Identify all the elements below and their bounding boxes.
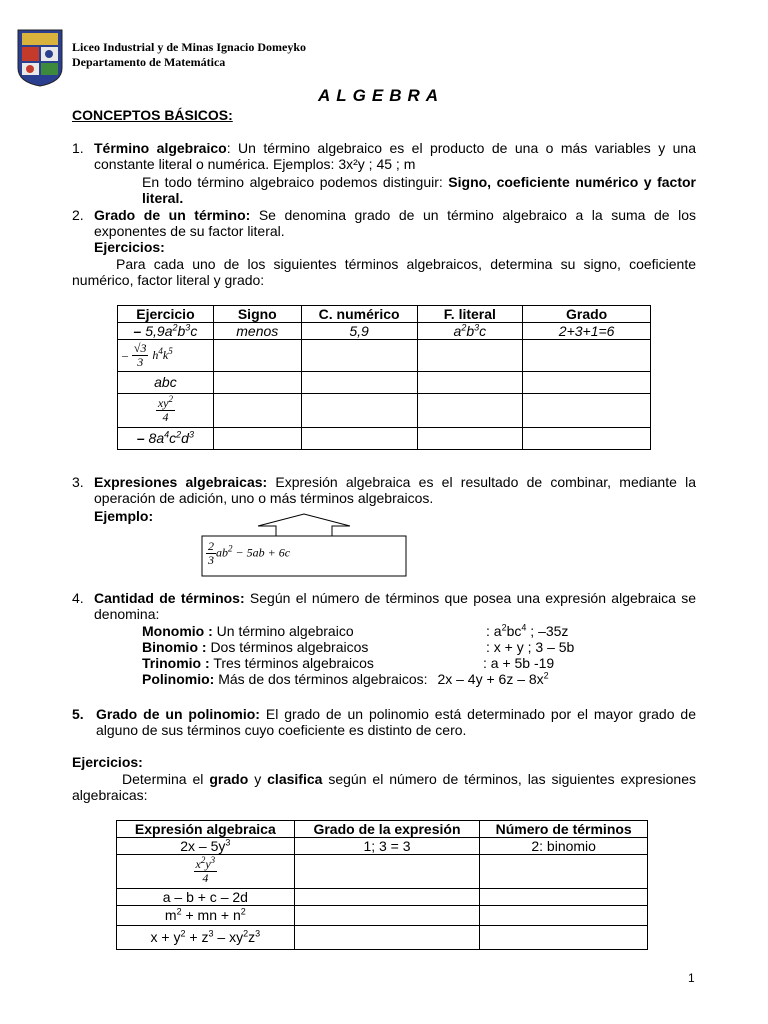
table-header: Ejercicio — [118, 306, 214, 323]
answer-cell — [480, 889, 648, 906]
answer-cell — [523, 394, 651, 428]
item-1-term: Término algebraico — [94, 140, 227, 156]
school-logo — [16, 28, 64, 88]
answer-cell — [480, 926, 648, 950]
table-row — [117, 838, 648, 855]
item-4 — [72, 590, 696, 622]
table-row — [118, 428, 651, 450]
answer-cell — [417, 372, 523, 394]
answer-cell — [294, 926, 480, 950]
item-1-text: : Un término algebraico es el producto de una o más variables y una constante literal o numérica. Ejemplos: 3x²y ; 45 ; m — [94, 140, 696, 172]
item-1-note-bold: Signo, coeficiente numérico y factor literal. — [142, 174, 696, 206]
table-row — [117, 906, 648, 926]
exercise-cell: $\frac{xy^2}{4}$ — [118, 394, 214, 428]
item-5-text: El grado de un polinomio está determinado por el mayor grado de alguno de sus términos cuyo coeficiente es distinto de cero. — [96, 706, 696, 738]
exercises-instruction-2 — [72, 771, 696, 803]
type-example: : x + y ; 3 – 5b — [486, 639, 575, 655]
answer-cell — [417, 340, 523, 372]
instr-pre: Determina el — [122, 771, 210, 787]
item-1-note-text: En todo término algebraico podemos distinguir: — [142, 174, 449, 190]
type-desc: Dos términos algebraicos — [210, 639, 369, 655]
table-header: Expresión algebraica — [117, 821, 295, 838]
type-desc: Más de dos términos algebraicos: — [218, 671, 428, 687]
item-5-number: 5. — [72, 706, 84, 722]
term-types-list — [142, 623, 702, 687]
exercise-table-1 — [117, 305, 651, 450]
page-number: 1 — [688, 971, 695, 985]
sign-cell: menos — [213, 323, 301, 340]
item-2 — [72, 207, 696, 239]
type-name: Polinomio: — [142, 671, 215, 687]
item-3-text: Expresión algebraica es el resultado de combinar, mediante la operación de adición, uno o más términos algebraicos. — [94, 474, 696, 506]
table-header: F. literal — [417, 306, 523, 323]
answer-cell — [213, 428, 301, 450]
item-2-text: Se denomina grado de un término algebraico a la suma de los exponentes de su factor literal. — [94, 207, 696, 239]
table-row — [118, 394, 651, 428]
table-row — [117, 889, 648, 906]
answer-cell — [480, 855, 648, 889]
answer-cell — [301, 394, 417, 428]
page-title: ALGEBRA — [318, 86, 445, 105]
item-1-note — [142, 174, 696, 206]
type-name: Binomio : — [142, 639, 207, 655]
item-2-number: 2. — [72, 207, 84, 223]
school-name: Liceo Industrial y de Minas Ignacio Domeyko — [72, 40, 307, 54]
item-3-term: Expresiones algebraicas: — [94, 474, 268, 490]
expression-cell: $\frac{x^2y^3}{4}$ — [117, 855, 295, 889]
type-binomio — [142, 639, 702, 655]
department-name: Departamento de Matemática — [72, 55, 226, 69]
table-row — [118, 372, 651, 394]
item-1-number: 1. — [72, 140, 84, 156]
exercise-cell: – $5,9a^2b^3c$ — [118, 323, 214, 340]
degree-cell: 2+3+1=6 — [523, 323, 651, 340]
type-example: : $a^2bc^4$ ; –35z — [486, 622, 569, 639]
degree-cell: 1; 3 = 3 — [294, 838, 480, 855]
item-4-term: Cantidad de términos: — [94, 590, 245, 606]
exercise-table-2 — [116, 820, 648, 950]
example-expression: $\frac{2}{3}$ $ab^2 - 5ab + 6c$ — [208, 539, 291, 567]
example-label: Ejemplo: — [94, 508, 154, 524]
expression-cell: $m^2$ + mn + $n^2$ — [117, 906, 295, 926]
item-1 — [72, 140, 696, 172]
table-row — [117, 855, 648, 889]
section-heading: CONCEPTOS BÁSICOS: — [72, 107, 233, 123]
answer-cell — [213, 394, 301, 428]
answer-cell — [213, 340, 301, 372]
coefficient-cell: 5,9 — [301, 323, 417, 340]
type-name: Monomio : — [142, 623, 213, 639]
expression-cell: $2x - 5y^3$ — [117, 838, 295, 855]
answer-cell — [417, 428, 523, 450]
item-4-number: 4. — [72, 590, 84, 606]
answer-cell — [301, 372, 417, 394]
type-monomio — [142, 623, 702, 639]
table-header-row — [118, 306, 651, 323]
answer-cell — [480, 906, 648, 926]
table-header: C. numérico — [301, 306, 417, 323]
literal-cell: $a^2b^3c$ — [417, 323, 523, 340]
exercise-cell: abc — [118, 372, 214, 394]
item-5 — [72, 706, 696, 738]
table-header: Grado — [523, 306, 651, 323]
exercises-label-2: Ejercicios: — [72, 754, 143, 770]
table-header: Número de términos — [480, 821, 648, 838]
instruction-text: Para cada uno de los siguientes términos algebraicos, determina su signo, coeficiente numérico, factor literal y grado: — [72, 256, 696, 288]
type-example: $2x - 4y + 6z - 8x^2$ — [437, 670, 549, 687]
answer-cell — [523, 340, 651, 372]
type-trinomio — [142, 655, 702, 671]
table-header: Grado de la expresión — [294, 821, 480, 838]
terms-cell: 2: binomio — [480, 838, 648, 855]
exercises-label-1: Ejercicios: — [94, 239, 165, 255]
table-row — [117, 926, 648, 950]
type-desc: Un término algebraico — [216, 623, 354, 639]
expression-cell: $x + y^2 + z^3 - xy^2z^3$ — [117, 926, 295, 950]
instr-post: según el número de términos, las siguientes expresiones algebraicas: — [72, 771, 697, 803]
item-3-number: 3. — [72, 474, 84, 490]
item-3 — [72, 474, 696, 506]
table-row — [118, 323, 651, 340]
exercise-cell: – $\frac{√3}{3}$ $h^4k^5$ — [118, 340, 214, 372]
item-5-term: Grado de un polinomio: — [96, 706, 260, 722]
answer-cell — [294, 889, 480, 906]
answer-cell — [294, 906, 480, 926]
answer-cell — [523, 372, 651, 394]
type-example: : a + 5b -19 — [483, 655, 555, 671]
answer-cell — [523, 428, 651, 450]
table-row — [118, 340, 651, 372]
item-2-term: Grado de un término: — [94, 207, 251, 223]
answer-cell — [213, 372, 301, 394]
instr-clasifica: clasifica — [267, 771, 323, 787]
type-polinomio — [142, 671, 702, 687]
expression-cell: a – b + c – 2d — [117, 889, 295, 906]
answer-cell — [301, 428, 417, 450]
item-4-text: Según el número de términos que posea una expresión algebraica se denomina: — [94, 590, 696, 622]
type-name: Trinomio : — [142, 655, 210, 671]
answer-cell — [417, 394, 523, 428]
type-desc: Tres términos algebraicos — [213, 655, 374, 671]
exercise-cell: – $8a^4c^2d^3$ — [118, 428, 214, 450]
answer-cell — [294, 855, 480, 889]
answer-cell — [301, 340, 417, 372]
table-header: Signo — [213, 306, 301, 323]
instr-grado: grado — [209, 771, 249, 787]
table-header-row — [117, 821, 648, 838]
exercises-instruction-1 — [72, 256, 696, 288]
instr-mid: y — [248, 771, 268, 787]
